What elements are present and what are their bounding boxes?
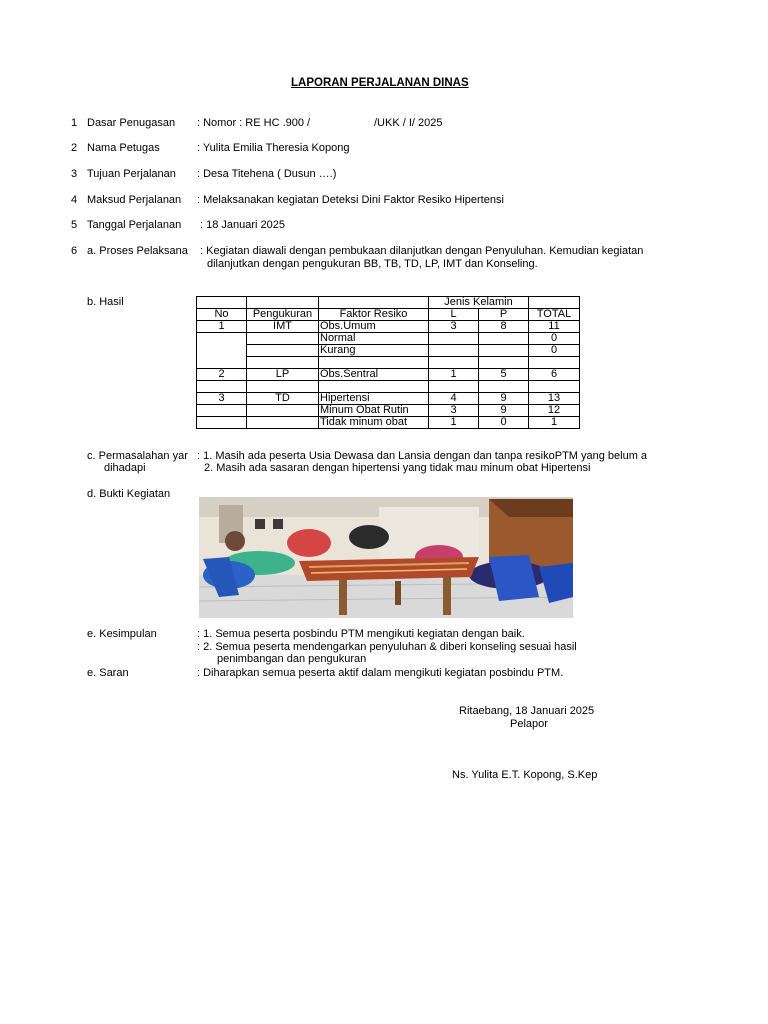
item-1-no: 1 <box>71 117 78 129</box>
cell-no-blank <box>197 333 247 369</box>
item-4-no: 4 <box>71 194 78 206</box>
cell-l: 1 <box>429 369 479 381</box>
table-row <box>197 369 580 381</box>
signature-role: Pelapor <box>510 718 548 730</box>
cell-total: 0 <box>529 333 580 345</box>
cell-faktor: Tidak minum obat <box>319 417 429 429</box>
saran-label: e. Saran <box>87 667 129 679</box>
permasalahan-label: c. Permasalahan yar <box>87 450 188 462</box>
cell-blank <box>479 357 529 369</box>
table-row <box>197 405 580 417</box>
permasalahan-label-cont: dihadapi <box>104 462 146 474</box>
header-blank <box>247 297 319 309</box>
cell-blank <box>247 381 319 393</box>
item-5-label: Tanggal Perjalanan <box>87 219 182 231</box>
header-total: TOTAL <box>529 309 580 321</box>
cell-total: 0 <box>529 345 580 357</box>
cell-pengukuran: IMT <box>247 321 319 333</box>
table-row <box>197 333 580 345</box>
saran-text: : Diharapkan semua peserta aktif dalam mengikuti kegiatan posbindu PTM. <box>197 667 564 679</box>
item-1-label: Dasar Penugasan <box>87 117 176 129</box>
cell-pengukuran-blank <box>247 345 319 357</box>
item-4-value: : Melaksanakan kegiatan Deteksi Dini Faktor Resiko Hipertensi <box>197 194 504 206</box>
item-1-value: : Nomor : RE HC .900 / <box>197 117 311 129</box>
kesimpulan-line3: penimbangan dan pengukuran <box>217 653 367 665</box>
activity-photo <box>199 497 573 618</box>
cell-blank <box>529 381 580 393</box>
cell-faktor: Obs.Sentral <box>319 369 429 381</box>
header-jenis-kelamin: Jenis Kelamin <box>429 297 529 309</box>
cell-faktor: Minum Obat Rutin <box>319 405 429 417</box>
cell-blank <box>429 381 479 393</box>
table-row <box>197 321 580 333</box>
cell-pengukuran-blank <box>247 405 319 417</box>
cell-p: 8 <box>479 321 529 333</box>
cell-total: 12 <box>529 405 580 417</box>
cell-total: 13 <box>529 393 580 405</box>
signature-name: Ns. Yulita E.T. Kopong, S.Kep <box>452 769 598 781</box>
bukti-label: d. Bukti Kegiatan <box>87 488 171 500</box>
permasalahan-line1: : 1. Masih ada peserta Usia Dewasa dan Lansia dengan dan tanpa resikoPTM yang belum a <box>197 450 648 462</box>
cell-total: 11 <box>529 321 580 333</box>
activity-photo-illustration <box>199 497 573 618</box>
header-p: P <box>479 309 529 321</box>
item-6-no: 6 <box>71 245 78 257</box>
table-row <box>197 345 580 357</box>
item-3-no: 3 <box>71 168 78 180</box>
header-pengukuran: Pengukuran <box>247 309 319 321</box>
item-2-label: Nama Petugas <box>87 142 160 154</box>
cell-pengukuran-blank <box>247 417 319 429</box>
cell-blank <box>479 381 529 393</box>
cell-no: 3 <box>197 393 247 405</box>
cell-blank <box>429 357 479 369</box>
cell-p: 9 <box>479 405 529 417</box>
signature-place-date: Ritaebang, 18 Januari 2025 <box>459 705 595 717</box>
header-blank <box>197 297 247 309</box>
cell-p: 9 <box>479 393 529 405</box>
cell-blank <box>529 357 580 369</box>
table-row <box>197 393 580 405</box>
cell-blank <box>197 381 247 393</box>
cell-p: 5 <box>479 369 529 381</box>
cell-pengukuran: TD <box>247 393 319 405</box>
table-row-spacer <box>197 381 580 393</box>
cell-l-blank <box>429 345 479 357</box>
item-1-value-suffix: /UKK / I/ 2025 <box>374 117 443 129</box>
cell-blank <box>247 357 319 369</box>
cell-no: 1 <box>197 321 247 333</box>
hasil-table <box>196 296 580 429</box>
table-row-spacer <box>197 357 580 369</box>
item-3-value: : Desa Titehena ( Dusun ….) <box>197 168 337 180</box>
cell-l: 4 <box>429 393 479 405</box>
kesimpulan-label: e. Kesimpulan <box>87 628 157 640</box>
cell-l: 3 <box>429 321 479 333</box>
cell-blank <box>319 381 429 393</box>
cell-faktor: Hipertensi <box>319 393 429 405</box>
header-faktor-resiko: Faktor Resiko <box>319 309 429 321</box>
cell-blank <box>319 357 429 369</box>
kesimpulan-line2: : 2. Semua peserta mendengarkan penyuluhan & diberi konseling sesuai hasil <box>197 641 577 653</box>
kesimpulan-line1: : 1. Semua peserta posbindu PTM mengikuti kegiatan dengan baik. <box>197 628 525 640</box>
permasalahan-line2: 2. Masih ada sasaran dengan hipertensi yang tidak mau minum obat Hipertensi <box>204 462 591 474</box>
cell-no: 2 <box>197 369 247 381</box>
header-blank <box>529 297 580 309</box>
page-title: LAPORAN PERJALANAN DINAS <box>291 77 469 89</box>
cell-pengukuran: LP <box>247 369 319 381</box>
cell-p-blank <box>479 345 529 357</box>
cell-l: 1 <box>429 417 479 429</box>
item-2-no: 2 <box>71 142 78 154</box>
item-6-line1: : Kegiatan diawali dengan pembukaan dilanjutkan dengan Penyuluhan. Kemudian kegiatan <box>200 245 644 257</box>
header-no: No <box>197 309 247 321</box>
item-6-line2: dilanjutkan dengan pengukuran BB, TB, TD, LP, IMT dan Konseling. <box>207 258 538 270</box>
cell-l-blank <box>429 333 479 345</box>
cell-p: 0 <box>479 417 529 429</box>
cell-total: 1 <box>529 417 580 429</box>
header-blank <box>319 297 429 309</box>
cell-pengukuran-blank <box>247 333 319 345</box>
cell-faktor: Obs.Umum <box>319 321 429 333</box>
table-header-row <box>197 297 580 309</box>
cell-faktor: Kurang <box>319 345 429 357</box>
item-6-label: a. Proses Pelaksana <box>87 245 188 257</box>
table-row <box>197 417 580 429</box>
cell-no-blank <box>197 417 247 429</box>
table-header-row <box>197 309 580 321</box>
hasil-label: b. Hasil <box>87 296 124 308</box>
cell-no-blank <box>197 405 247 417</box>
item-2-value: : Yulita Emilia Theresia Kopong <box>197 142 350 154</box>
item-5-no: 5 <box>71 219 78 231</box>
cell-total: 6 <box>529 369 580 381</box>
header-l: L <box>429 309 479 321</box>
cell-faktor: Normal <box>319 333 429 345</box>
item-4-label: Maksud Perjalanan <box>87 194 182 206</box>
cell-p-blank <box>479 333 529 345</box>
item-5-value: : 18 Januari 2025 <box>200 219 286 231</box>
cell-l: 3 <box>429 405 479 417</box>
item-3-label: Tujuan Perjalanan <box>87 168 176 180</box>
